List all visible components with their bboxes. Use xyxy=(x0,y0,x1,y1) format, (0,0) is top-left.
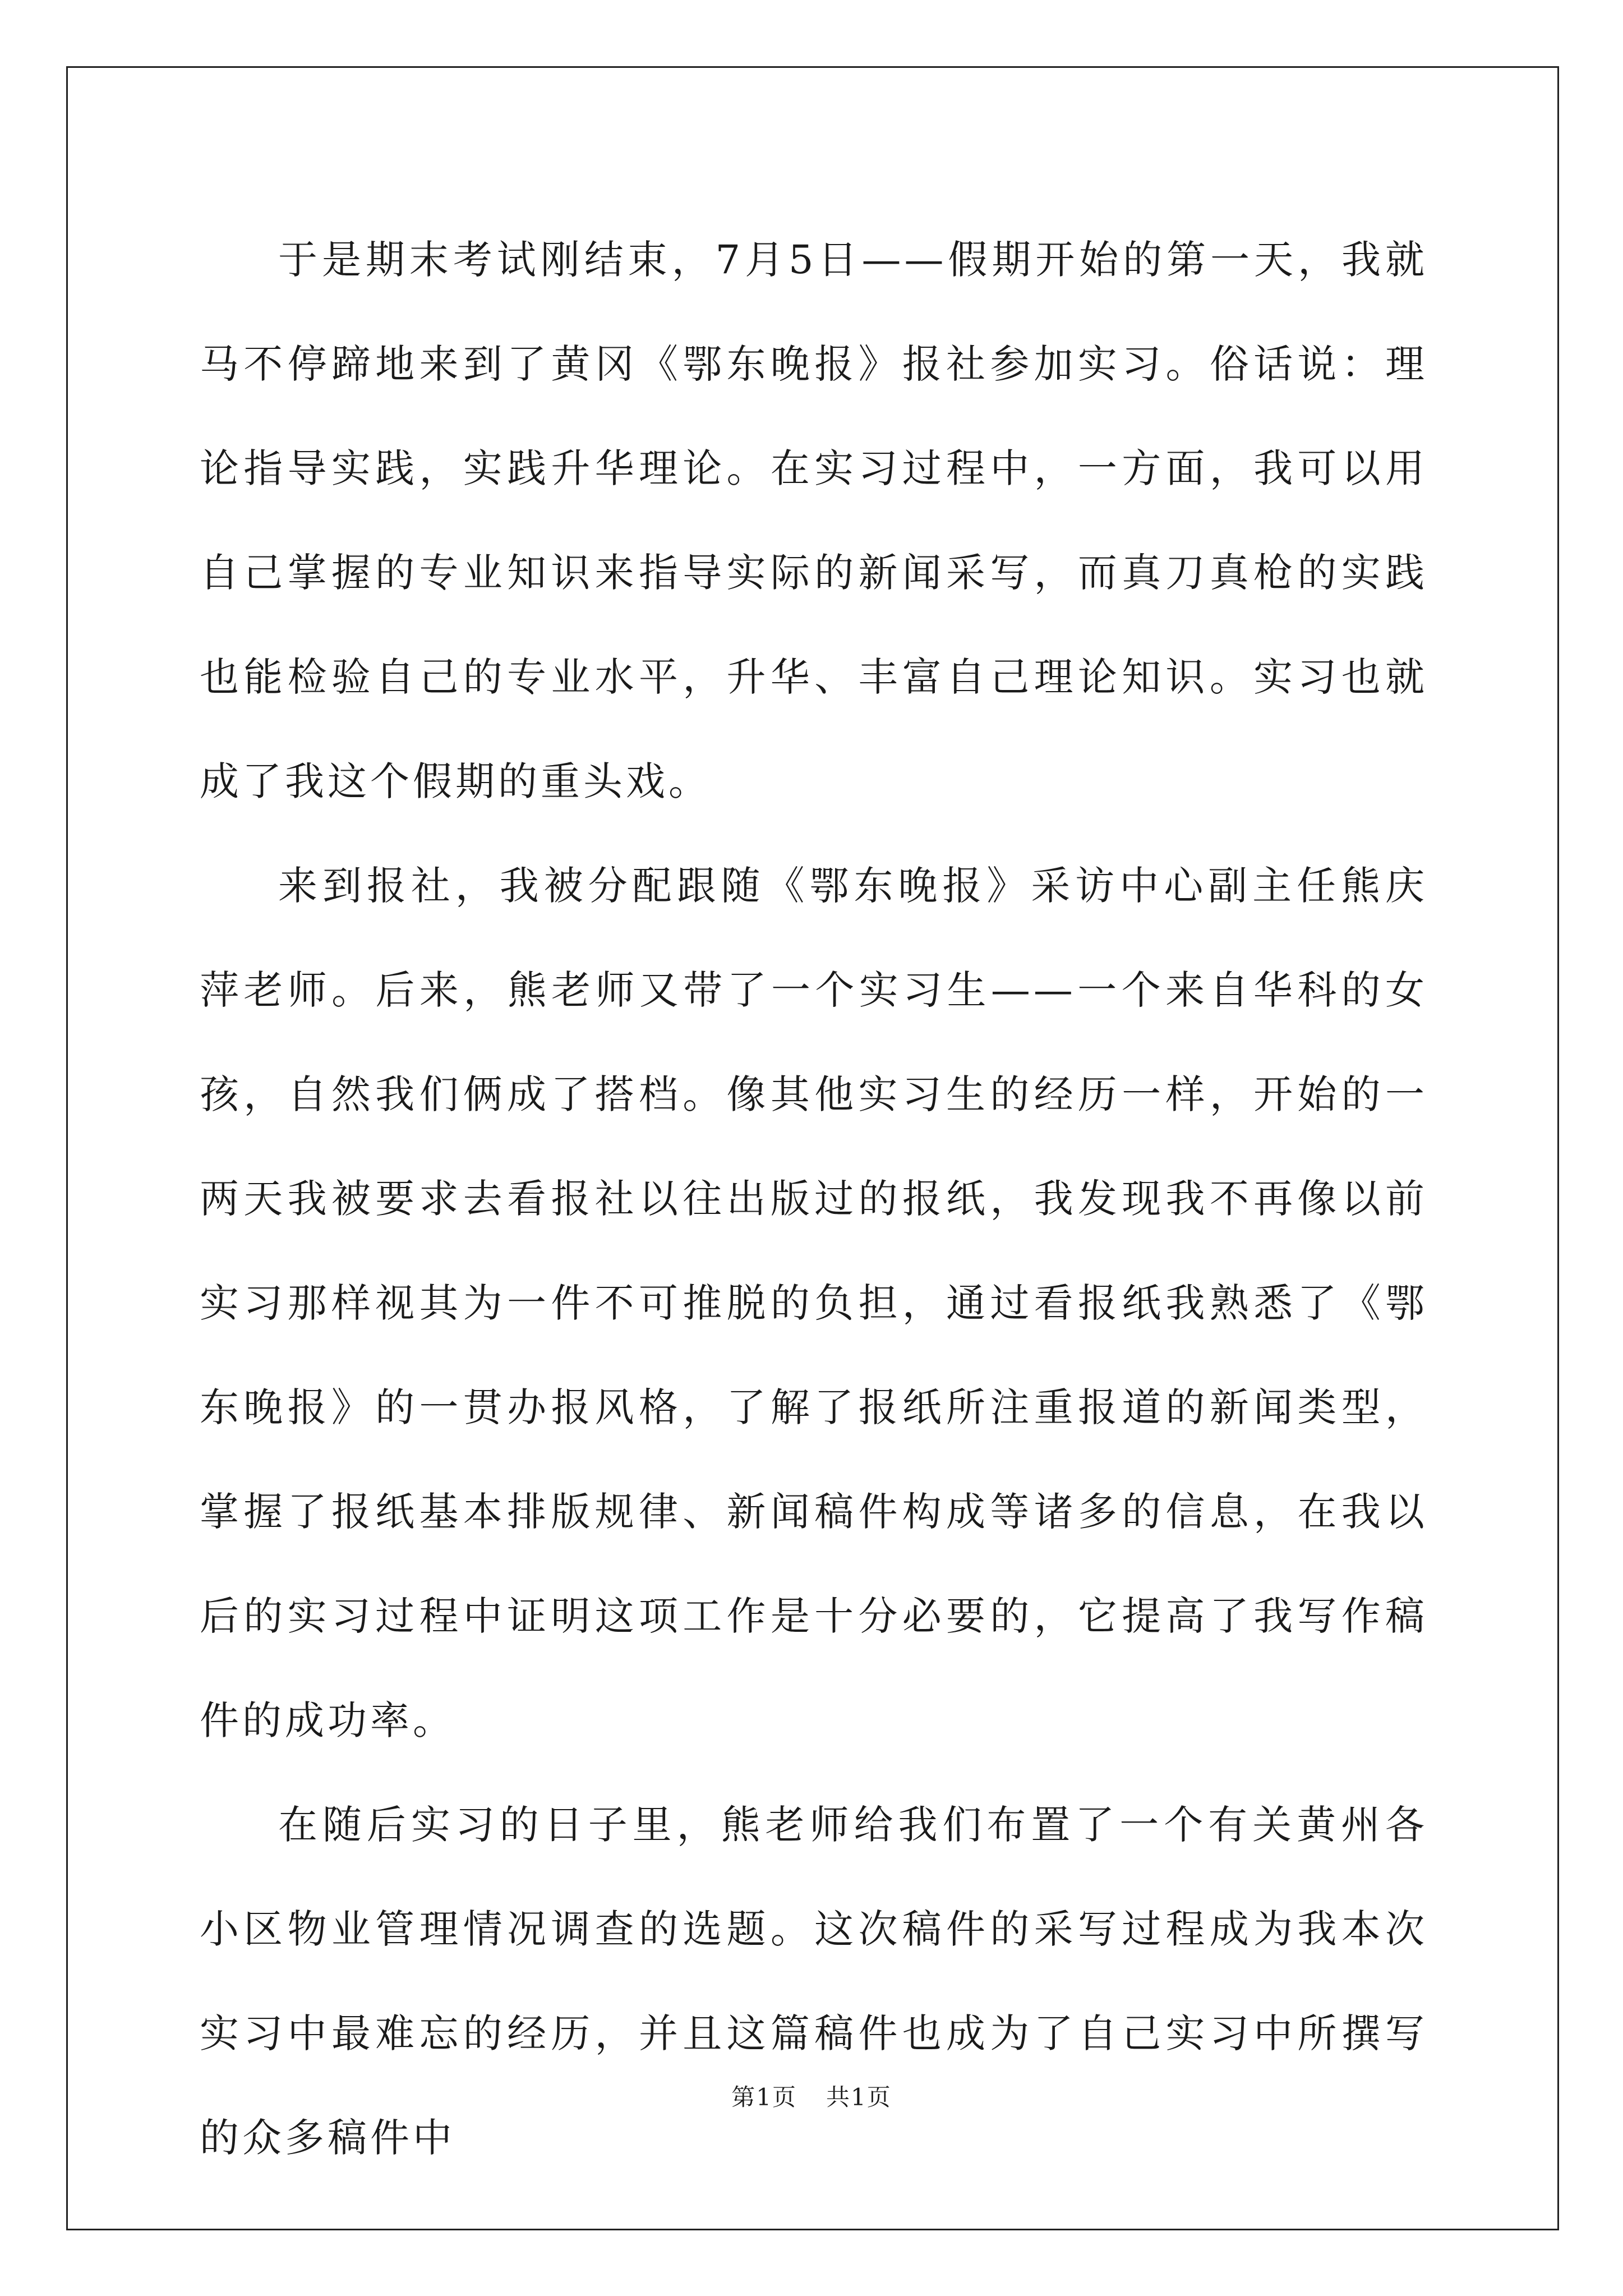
page-total: 共1页 xyxy=(826,2083,892,2111)
paragraph-2: 来到报社，我被分配跟随《鄂东晚报》采访中心副主任熊庆萍老师。后来，熊老师又带了一个实习生——一个来自华科的女孩，自然我们俩成了搭档。像其他实习生的经历一样，开始的一两天我被要求去看报社以往出版过的报纸，我发现我不再像以前实习那样视其为一件不可推脱的负担，通过看报纸我熟悉了《鄂东晚报》的一贯办报风格，了解了报纸所注重报道的新闻类型，掌握了报纸基本排版规律、新闻稿件构成等诸多的信息，在我以后的实习过程中证明这项工作是十分必要的，它提高了我写作稿件的成功率。 xyxy=(200,863,1428,1743)
paragraph-1: 于是期末考试刚结束，7月5日——假期开始的第一天，我就马不停蹄地来到了黄冈《鄂东晚报》报社参加实习。俗话说：理论指导实践，实践升华理论。在实习过程中，一方面，我可以用自己掌握的专业知识来指导实际的新闻采写，而真刀真枪的实践也能检验自己的专业水平，升华、丰富自己理论知识。实习也就成了我这个假期的重头戏。 xyxy=(200,237,1428,804)
page-footer xyxy=(0,2079,1623,2113)
document-body xyxy=(200,208,1428,2190)
page-number: 第1页 xyxy=(731,2083,797,2111)
paragraph-3: 在随后实习的日子里，熊老师给我们布置了一个有关黄州各小区物业管理情况调查的选题。这次稿件的采写过程成为我本次实习中最难忘的经历，并且这篇稿件也成为了自己实习中所撰写的众多稿件中 xyxy=(200,1802,1428,2161)
